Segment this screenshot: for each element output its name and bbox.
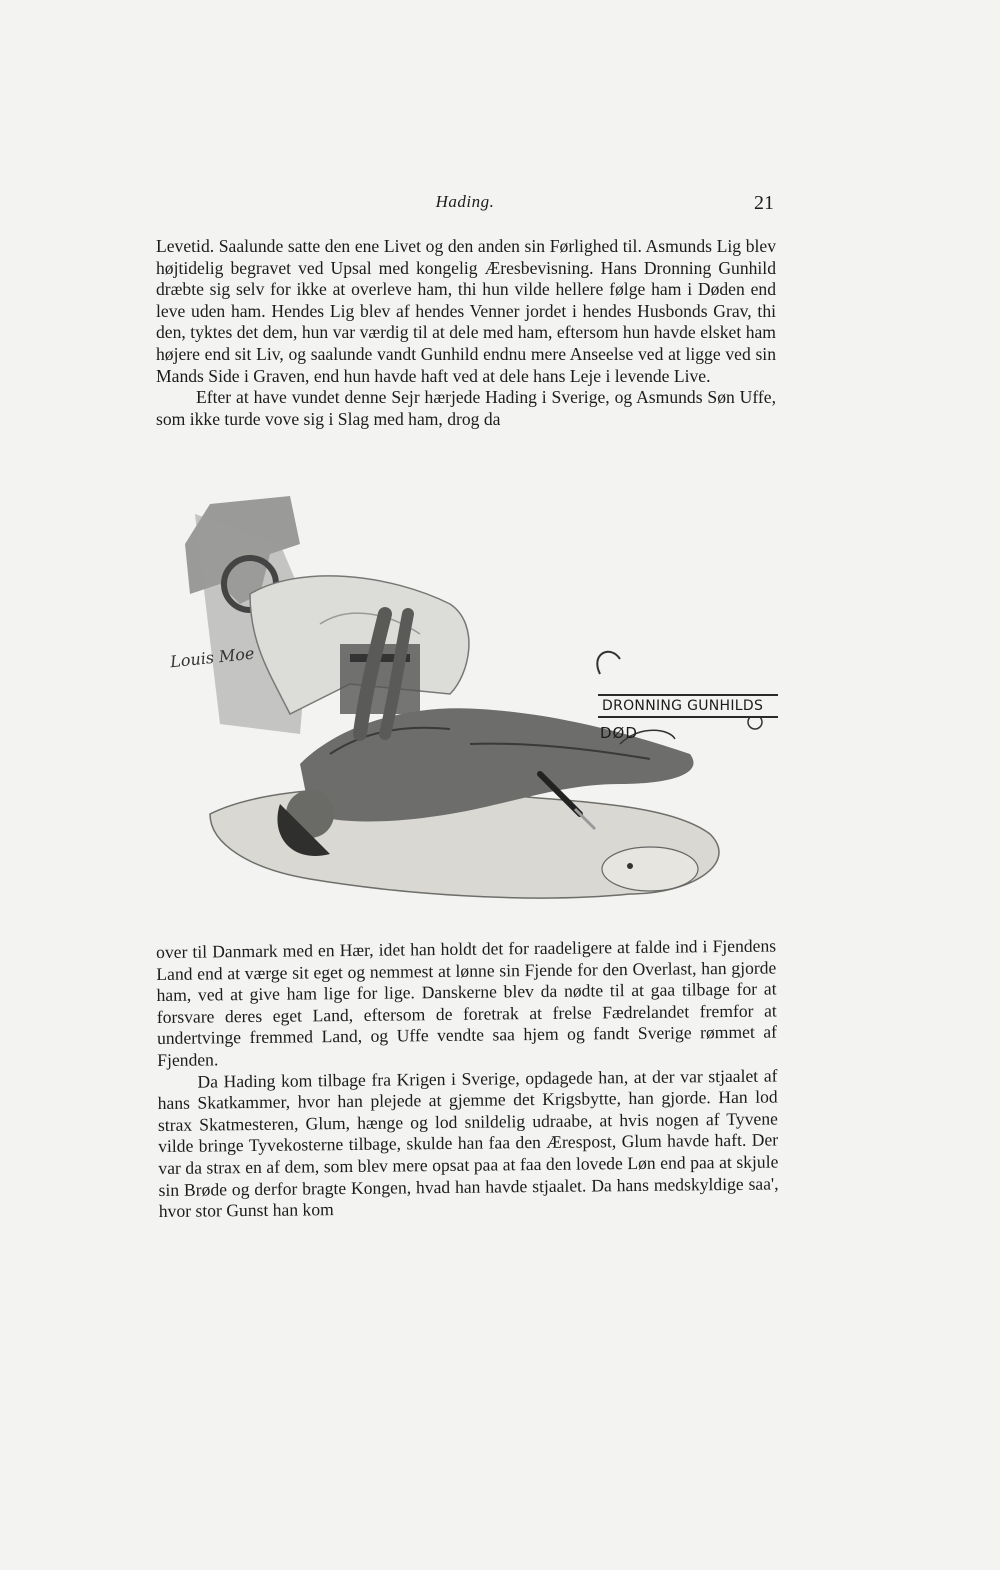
caption-subtitle: DØD [600, 724, 638, 742]
text-block-top [156, 236, 776, 430]
illustration-caption [588, 664, 774, 754]
artist-signature: Louis Moe [169, 643, 256, 672]
text-block-bottom [156, 936, 779, 1223]
paragraph: Levetid. Saalunde satte den ene Livet og den anden sin Førlighed til. Asmunds Lig blev højtidelig begravet ved Upsal med kongelig Æresbevisning. Hans Dronning Gunhild dræbte sig selv for ikke at overleve ham, thi hun vilde hellere følge ham i Døden end leve uden ham. Hendes Lig blev af hendes Venner jordet i hendes Husbonds Grav, thi den, tyktes det dem, hun var værdig til at dele med ham, eftersom hun havde elsket ham højere end sit Liv, og saalunde vandt Gunhild endnu mere Anseelse ved at ligge ved sin Mands Side i Graven, end hun havde haft ved at dele hans Leje i levende Live. [156, 236, 776, 386]
paragraph: Efter at have vundet denne Sejr hærjede Hading i Sverige, og Asmunds Søn Uffe, som ikke turde vove sig i Slag med ham, drog da [156, 387, 776, 429]
paragraph: Da Hading kom tilbage fra Krigen i Sverige, opdagede han, at der var stjaalet af hans Skatkammer, hvor han plejede at gjemme det Krigsbytte, han gjorde. Han lod strax Skatmesteren, Glum, hænge og lod snildelig udraabe, at hvis nogen af Tyvene vilde bringe Tyvekosterne tilbage, skulde han faa den Ærespost, Glum havde haft. Der var da strax en af dem, som blev mere opsat paa at faa den lovede Løn end paa at skjule sin Brøde og derfor bragte Kongen, hvad han havde stjaalet. Da hans medskyldige saa', hvor stor Gunst han kom [157, 1065, 779, 1222]
page-number: 21 [754, 192, 774, 214]
running-head: Hading. [435, 192, 495, 211]
caption-title: DRONNING GUNHILDS [598, 694, 778, 718]
page-header [156, 186, 774, 220]
paragraph: over til Danmark med en Hær, idet han holdt det for raadeligere at falde ind i Fjendens Land end at værge sit eget og nemmest at lønne sin Fjende for den Overlast, han gjorde ham, ved at give ham lige for lige. Danskerne blev da nødte til at gaa tilbage for at forsvare deres eget Land, eftersom de foretrak at frelse Fædrelandet fremfor at undertvinge fremmed Land, og Uffe vendte saa hjem og fandt Sverige rømmet af Fjenden. [156, 935, 778, 1070]
